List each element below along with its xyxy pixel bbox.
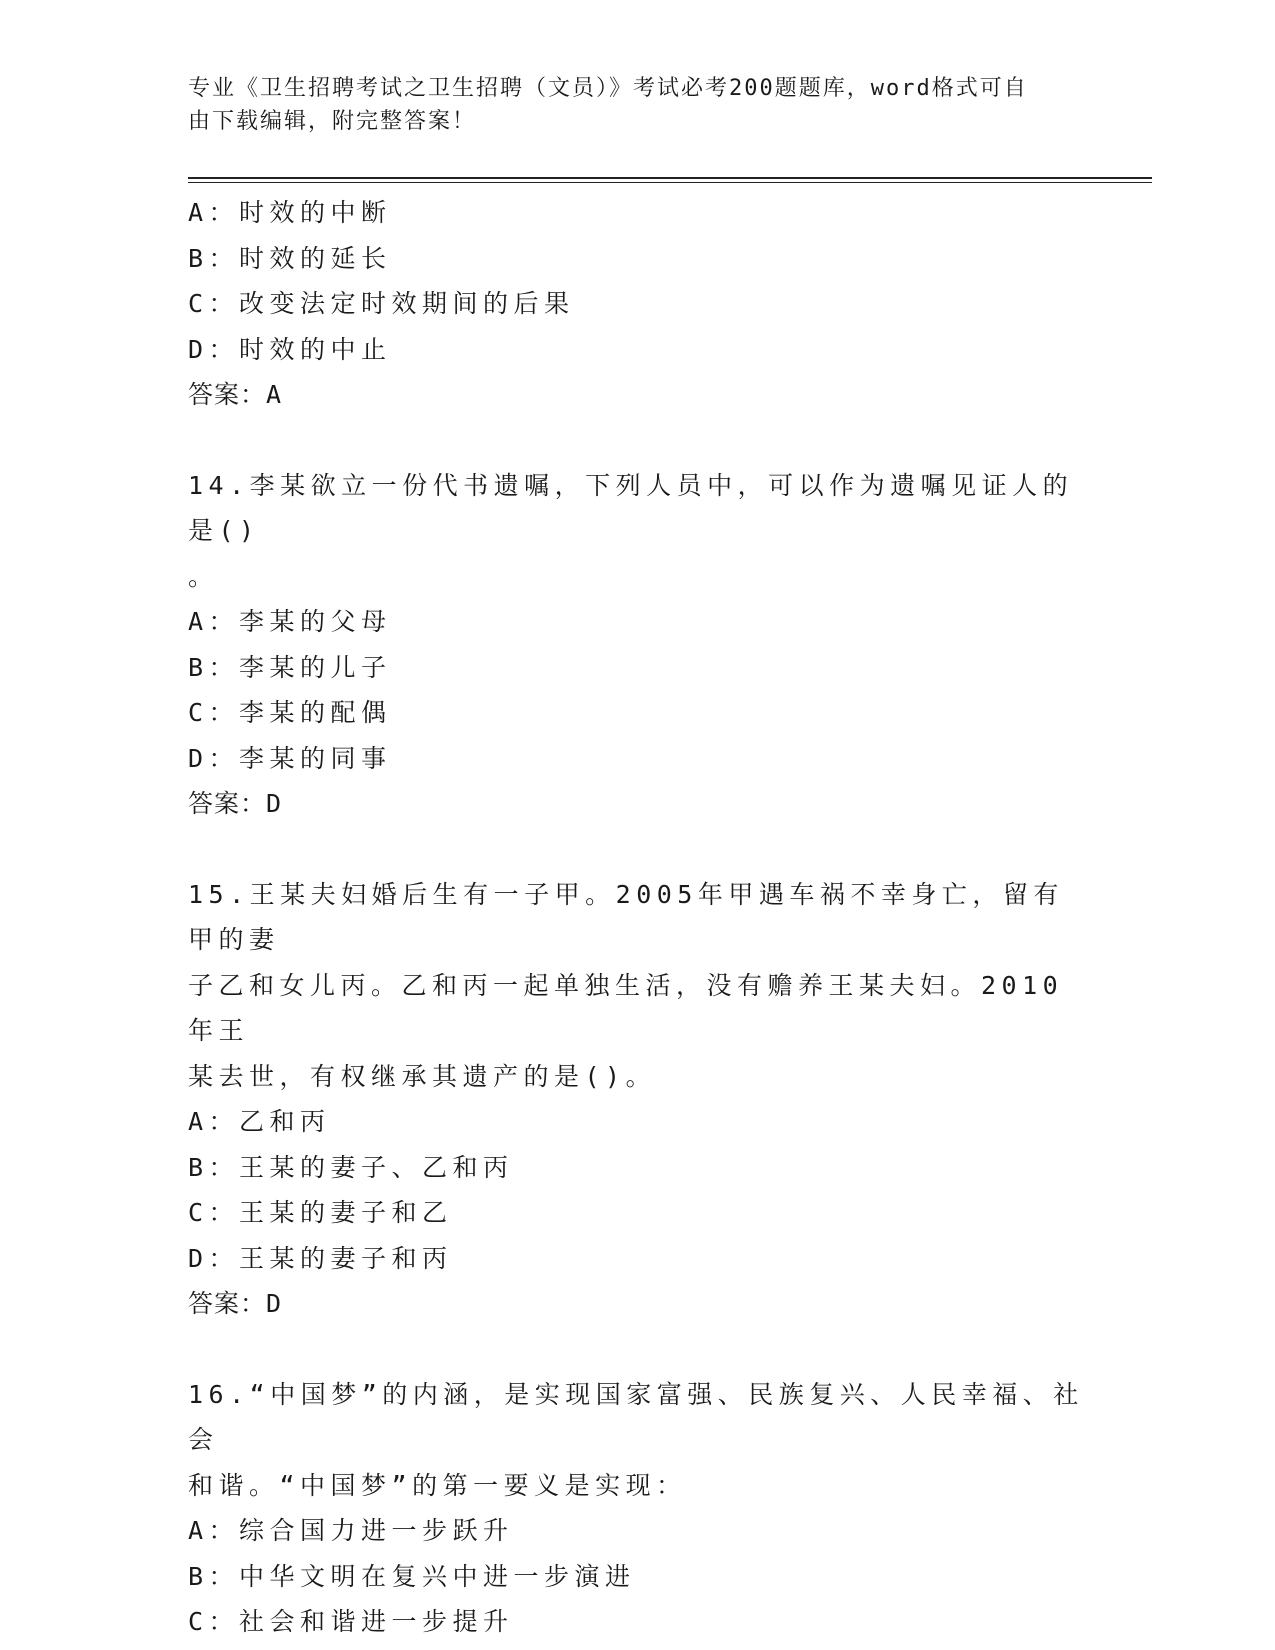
option-d: D：李某的同事 [188,743,392,773]
header-line-1: 专业《卫生招聘考试之卫生招聘（文员）》考试必考200题题库，word格式可自 [188,76,1028,101]
option-a: A：综合国力进一步跃升 [188,1516,514,1545]
option-c: C：改变法定时效期间的后果 [188,289,575,318]
question-stem-line-1: 16.“中国梦”的内涵，是实现国家富强、民族复兴、人民幸福、社会 [188,1379,1084,1454]
question-stem-line-3: 某去世，有权继承其遗产的是()。 [188,1061,657,1091]
header-line-2: 由下载编辑，附完整答案！ [188,109,477,134]
question-spacer [188,1327,1088,1372]
question-stem-line-2: 和谐。“中国梦”的第一要义是实现： [188,1470,687,1500]
option-c: C：李某的配偶 [188,698,392,727]
option-b: B：中华文明在复兴中进一步演进 [188,1561,636,1591]
answer-line: 答案：A [188,380,283,409]
question-stem-line-2: 。 [188,561,219,591]
option-c: C：王某的妻子和乙 [188,1198,453,1227]
option-b: B：时效的延长 [188,243,392,273]
document-header [188,72,1068,138]
option-a: A：乙和丙 [188,1107,331,1136]
question-spacer [188,827,1088,872]
question-14 [188,463,1088,827]
option-b: B：李某的儿子 [188,652,392,682]
question-stem-line-1: 15.王某夫妇婚后生有一子甲。2005年甲遇车祸不幸身亡，留有甲的妻 [188,879,1064,954]
option-c: C：社会和谐进一步提升 [188,1607,514,1636]
option-d: D：王某的妻子和丙 [188,1243,453,1273]
option-b: B：王某的妻子、乙和丙 [188,1152,514,1182]
question-16 [188,1372,1088,1645]
question-15 [188,872,1088,1327]
option-a: A：时效的中断 [188,198,392,227]
answer-line: 答案：D [188,789,283,818]
question-stem-line-1: 14.李某欲立一份代书遗嘱，下列人员中，可以作为遗嘱见证人的是() [188,470,1074,545]
option-a: A：李某的父母 [188,607,392,636]
option-d: D：时效的中止 [188,334,392,364]
header-divider-thin [188,182,1152,183]
header-divider-thick [188,177,1152,179]
question-stem-line-2: 子乙和女儿丙。乙和丙一起单独生活，没有赡养王某夫妇。2010年王 [188,970,1064,1045]
question-list [188,190,1088,1645]
question-13 [188,190,1088,418]
answer-line: 答案：D [188,1289,283,1318]
question-spacer [188,418,1088,463]
